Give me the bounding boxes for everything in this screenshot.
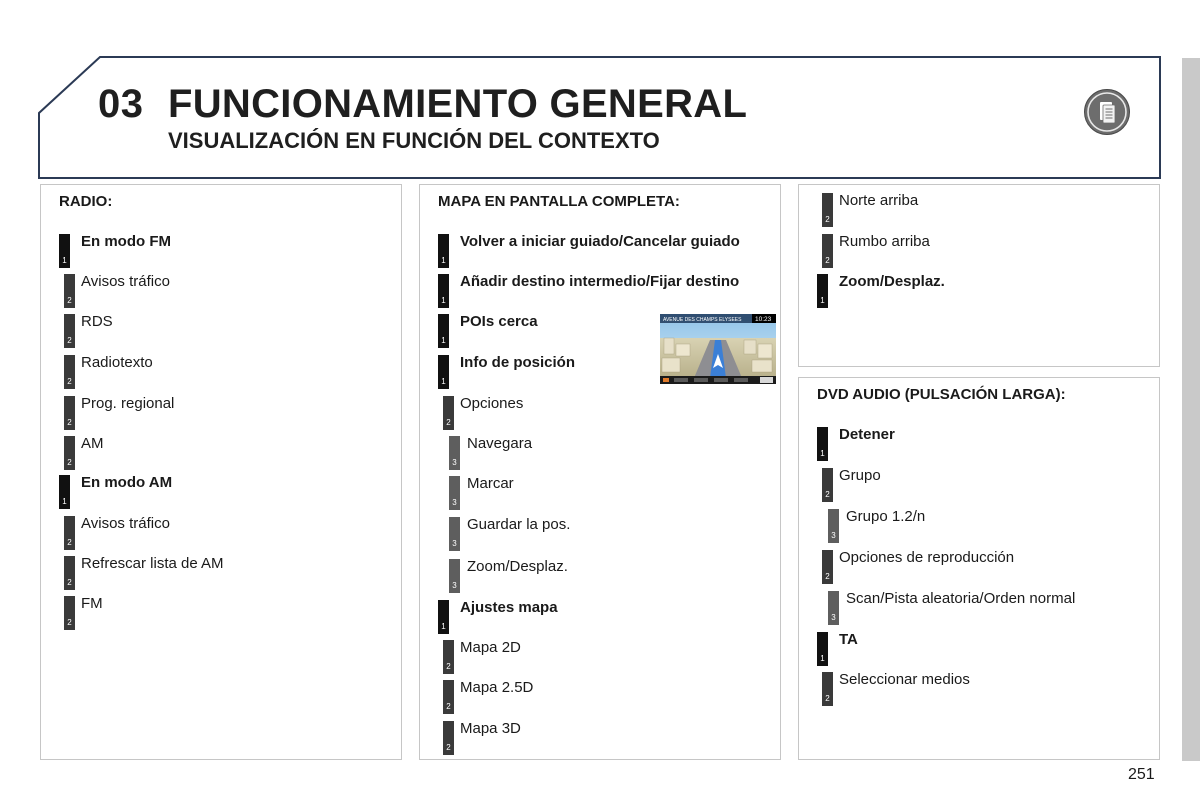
- chapter-title: FUNCIONAMIENTO GENERAL: [168, 82, 748, 126]
- level-marker: 1: [438, 355, 449, 389]
- level-marker: 3: [828, 509, 839, 543]
- level-marker: 2: [64, 314, 75, 348]
- menu-item-label: Zoom/Desplaz.: [839, 273, 945, 290]
- menu-item-label: Radiotexto: [81, 354, 153, 371]
- page-edge-bar: [1182, 58, 1200, 761]
- page-number: 251: [1128, 766, 1155, 783]
- menu-item-label: En modo FM: [81, 233, 171, 250]
- book-icon: [1083, 88, 1131, 136]
- level-marker: 3: [449, 436, 460, 470]
- radio-panel-title: RADIO:: [59, 193, 113, 210]
- level-marker: 2: [64, 355, 75, 389]
- level-marker: 2: [64, 556, 75, 590]
- menu-item-label: Grupo: [839, 467, 881, 484]
- menu-item-label: Info de posición: [460, 354, 575, 371]
- dvd-panel-title: DVD AUDIO (PULSACIÓN LARGA):: [817, 386, 1066, 403]
- menu-item-label: Avisos tráfico: [81, 515, 170, 532]
- level-marker: 1: [438, 314, 449, 348]
- menu-item-label: Zoom/Desplaz.: [467, 558, 568, 575]
- menu-item-label: Mapa 2D: [460, 639, 521, 656]
- level-marker: 1: [817, 632, 828, 666]
- mapa-panel-title: MAPA EN PANTALLA COMPLETA:: [438, 193, 680, 210]
- level-marker: 2: [64, 596, 75, 630]
- menu-item-label: Marcar: [467, 475, 514, 492]
- level-marker: 2: [822, 468, 833, 502]
- level-marker: 2: [64, 396, 75, 430]
- level-marker: 1: [59, 475, 70, 509]
- menu-item-label: Detener: [839, 426, 895, 443]
- menu-item-label: Seleccionar medios: [839, 671, 970, 688]
- menu-item-label: Rumbo arriba: [839, 233, 930, 250]
- level-marker: 2: [64, 436, 75, 470]
- menu-item-label: Opciones: [460, 395, 524, 412]
- level-marker: 3: [449, 559, 460, 593]
- level-marker: 2: [64, 274, 75, 308]
- level-marker: 1: [438, 600, 449, 634]
- menu-item-label: TA: [839, 631, 858, 648]
- menu-item-label: Scan/Pista aleatoria/Orden normal: [846, 590, 1076, 607]
- level-marker: 1: [817, 274, 828, 308]
- menu-item-label: POIs cerca: [460, 313, 538, 330]
- menu-item-label: Añadir destino intermedio/Fijar destino: [460, 273, 740, 290]
- menu-item-label: Navegara: [467, 435, 533, 452]
- level-marker: 3: [449, 517, 460, 551]
- dvd-audio-panel: [798, 377, 1160, 760]
- level-marker: 1: [59, 234, 70, 268]
- level-marker: 2: [443, 721, 454, 755]
- menu-item-label: Prog. regional: [81, 395, 175, 412]
- level-marker: 3: [828, 591, 839, 625]
- menu-item-label: Norte arriba: [839, 192, 919, 209]
- level-marker: 1: [817, 427, 828, 461]
- level-marker: 2: [822, 672, 833, 706]
- menu-item-label: Grupo 1.2/n: [846, 508, 926, 525]
- map-screen-thumbnail: [660, 314, 776, 384]
- level-marker: 2: [822, 234, 833, 268]
- mapa-panel: [419, 184, 781, 760]
- menu-item-label: Ajustes mapa: [460, 599, 558, 616]
- menu-item-label: Mapa 3D: [460, 720, 521, 737]
- menu-item-label: Avisos tráfico: [81, 273, 170, 290]
- menu-item-label: Volver a iniciar guiado/Cancelar guiado: [460, 233, 740, 250]
- level-marker: 1: [438, 234, 449, 268]
- menu-item-label: Mapa 2.5D: [460, 679, 534, 696]
- thumbnail-clock: 10:23: [755, 316, 772, 323]
- menu-item-label: Refrescar lista de AM: [81, 555, 224, 572]
- thumbnail-street-name: AVENUE DES CHAMPS ELYSEES: [663, 317, 742, 323]
- level-marker: 1: [438, 274, 449, 308]
- level-marker: 2: [64, 516, 75, 550]
- level-marker: 3: [449, 476, 460, 510]
- menu-item-label: FM: [81, 595, 103, 612]
- menu-item-label: RDS: [81, 313, 113, 330]
- level-marker: 2: [822, 550, 833, 584]
- level-marker: 2: [822, 193, 833, 227]
- level-marker: 2: [443, 680, 454, 714]
- chapter-header: [38, 56, 1163, 180]
- orientation-panel: [798, 184, 1160, 367]
- menu-item-label: En modo AM: [81, 474, 173, 491]
- menu-item-label: AM: [81, 435, 104, 452]
- chapter-number: 03: [98, 82, 144, 126]
- menu-item-label: Opciones de reproducción: [839, 549, 1015, 566]
- radio-panel: [40, 184, 402, 760]
- menu-item-label: Guardar la pos.: [467, 516, 571, 533]
- level-marker: 2: [443, 640, 454, 674]
- chapter-subtitle: VISUALIZACIÓN EN FUNCIÓN DEL CONTEXTO: [168, 128, 660, 153]
- level-marker: 2: [443, 396, 454, 430]
